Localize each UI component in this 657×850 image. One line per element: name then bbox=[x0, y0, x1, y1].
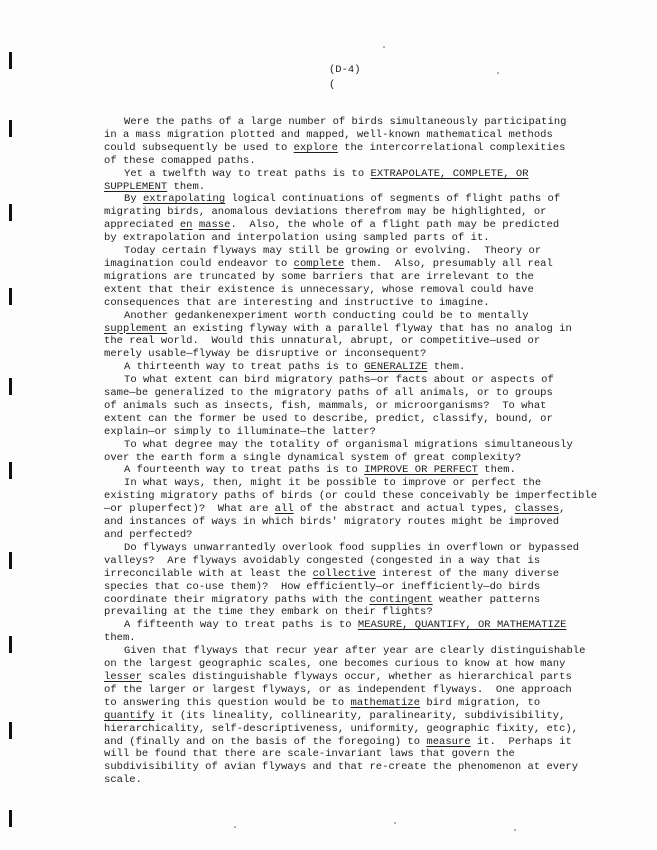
text-line bbox=[104, 193, 644, 206]
text-line bbox=[104, 606, 644, 619]
text-line bbox=[104, 452, 644, 465]
text-line bbox=[104, 413, 644, 426]
underlined-text: extrapolating bbox=[142, 193, 226, 206]
text-segment: of the abstract and actual types, bbox=[293, 503, 515, 516]
header-mark: ( bbox=[329, 79, 336, 91]
text-line bbox=[104, 426, 644, 439]
text-segment: merely usable—flyway be disruptive or inconsequent? bbox=[104, 348, 427, 361]
text-line bbox=[104, 581, 644, 594]
binding-mark bbox=[9, 552, 12, 569]
text-line bbox=[104, 464, 644, 477]
text-segment: . Also, the whole of a flight path may be predicted bbox=[230, 219, 560, 232]
text-segment: , bbox=[559, 503, 566, 516]
text-line bbox=[104, 271, 644, 284]
text-segment: to answering this question would be to bbox=[104, 696, 351, 709]
text-line bbox=[104, 684, 644, 697]
text-line bbox=[104, 594, 644, 607]
text-segment: weather patterns bbox=[432, 593, 541, 606]
text-line bbox=[104, 774, 644, 787]
text-segment: in a mass migration plotted and mapped, well-known mathematical methods bbox=[104, 128, 553, 141]
text-segment: To what extent can bird migratory paths—or facts about or aspects of bbox=[124, 374, 554, 387]
text-line bbox=[104, 632, 644, 645]
text-line bbox=[104, 245, 644, 258]
text-line bbox=[104, 490, 644, 503]
text-line bbox=[104, 310, 644, 323]
text-segment: bird migration, to bbox=[420, 696, 541, 709]
text-segment: scale. bbox=[104, 774, 142, 787]
scan-speck bbox=[394, 822, 396, 824]
text-line bbox=[104, 439, 644, 452]
text-line bbox=[104, 142, 644, 155]
text-line bbox=[104, 206, 644, 219]
text-segment: valleys? Are flyways avoidably congested (congested in a way that is bbox=[104, 554, 541, 567]
text-segment: consequences that are interesting and instructive to imagine. bbox=[104, 296, 490, 309]
text-segment: irreconcilable with at least the bbox=[104, 567, 313, 580]
text-line bbox=[104, 555, 644, 568]
underlined-text: all bbox=[274, 503, 294, 516]
text-segment: them. bbox=[167, 180, 206, 193]
underlined-text: measure bbox=[426, 735, 471, 748]
text-line bbox=[104, 710, 644, 723]
text-segment: them. bbox=[477, 464, 516, 477]
text-line bbox=[104, 400, 644, 413]
binding-mark bbox=[9, 120, 12, 137]
text-segment: same—be generalized to the migratory paths of all animals, or to groups bbox=[104, 387, 553, 400]
text-line bbox=[104, 155, 644, 168]
text-segment: migrations are truncated by some barriers that are irrelevant to the bbox=[104, 270, 534, 283]
text-line bbox=[104, 116, 644, 129]
text-segment: —or pluperfect)? What are bbox=[104, 503, 275, 516]
text-segment: A fourteenth way to treat paths is to bbox=[124, 464, 365, 477]
text-segment: Given that flyways that recur year after year are clearly distinguishable bbox=[124, 645, 586, 658]
text-segment: By bbox=[124, 193, 143, 206]
text-segment: and perfected? bbox=[104, 529, 193, 541]
text-line bbox=[104, 168, 644, 181]
binding-mark bbox=[9, 288, 12, 305]
page-number: (D-4) bbox=[329, 64, 361, 76]
text-line bbox=[104, 374, 644, 387]
underlined-text: mathematize bbox=[350, 696, 421, 709]
text-segment: it (its lineality, collinearity, paralinearity, subdivisibility, bbox=[154, 709, 566, 722]
scan-speck bbox=[514, 829, 516, 831]
text-segment: Were the paths of a large number of birds simultaneously participating bbox=[124, 116, 567, 128]
binding-mark bbox=[9, 810, 12, 827]
underlined-text: EXTRAPOLATE, COMPLETE, OR bbox=[370, 167, 529, 180]
text-line bbox=[104, 387, 644, 400]
text-line bbox=[104, 529, 644, 542]
text-segment: extent that their existence is unnecessary, whose removal could have bbox=[104, 283, 534, 296]
underlined-text: collective bbox=[312, 567, 376, 580]
text-segment: Today certain flyways may still be growing or evolving. Theory or bbox=[124, 245, 542, 258]
text-segment: it. Perhaps it bbox=[470, 735, 572, 748]
underlined-text: supplement bbox=[104, 322, 168, 335]
text-line bbox=[104, 619, 644, 632]
underlined-text: masse bbox=[198, 219, 231, 232]
underlined-text: classes bbox=[514, 503, 560, 516]
text-line bbox=[104, 335, 644, 348]
text-segment: A thirteenth way to treat paths is to bbox=[124, 361, 365, 374]
text-segment: appreciated bbox=[104, 219, 180, 232]
binding-mark bbox=[9, 52, 12, 69]
text-segment: and (finally and on the basis of the foregoing) to bbox=[104, 735, 427, 748]
text-segment: will be found that there are scale-invariant laws that govern the bbox=[104, 748, 515, 761]
text-line bbox=[104, 516, 644, 529]
text-segment: A fifteenth way to treat paths is to bbox=[124, 619, 358, 632]
text-line bbox=[104, 671, 644, 684]
text-line bbox=[104, 748, 644, 761]
text-segment: prevailing at the time they embark on their flights? bbox=[104, 606, 433, 619]
text-line bbox=[104, 761, 644, 774]
text-line bbox=[104, 232, 644, 245]
text-line bbox=[104, 129, 644, 142]
text-segment: logical continuations of segments of flight paths of bbox=[225, 193, 561, 206]
body-text bbox=[104, 116, 644, 787]
text-line bbox=[104, 736, 644, 749]
binding-mark bbox=[9, 636, 12, 653]
text-segment: migrating birds, anomalous deviations therefrom may be highlighted, or bbox=[104, 206, 547, 219]
underlined-text: explore bbox=[293, 141, 338, 154]
binding-mark bbox=[9, 722, 12, 739]
text-segment: by extrapolation and interpolation using sampled parts of it. bbox=[104, 232, 490, 245]
text-segment: and instances of ways in which birds' migratory routes might be improved bbox=[104, 516, 560, 529]
scan-speck bbox=[497, 72, 499, 74]
text-segment: them. bbox=[104, 632, 136, 645]
underlined-text: IMPROVE OR PERFECT bbox=[364, 464, 478, 477]
text-line bbox=[104, 284, 644, 297]
text-line bbox=[104, 568, 644, 581]
text-segment: extent can the former be used to describe, predict, classify, bound, or bbox=[104, 412, 553, 425]
text-line bbox=[104, 219, 644, 232]
text-segment: In what ways, then, might it be possible to improve or perfect the bbox=[124, 477, 542, 490]
underlined-text: lesser bbox=[104, 670, 142, 683]
text-segment: subdivisibility of avian flyways and that re-create the phenomenon at every bbox=[104, 761, 579, 774]
text-line bbox=[104, 542, 644, 555]
text-segment: of these comapped paths. bbox=[104, 154, 256, 167]
text-line bbox=[104, 645, 644, 658]
text-segment: them. Also, presumably all real bbox=[344, 257, 553, 270]
text-line bbox=[104, 697, 644, 710]
underlined-text: MEASURE, QUANTIFY, OR MATHEMATIZE bbox=[357, 619, 567, 632]
binding-mark bbox=[9, 204, 12, 221]
binding-mark bbox=[9, 462, 12, 479]
text-segment: over the earth form a single dynamical system of great complexity? bbox=[104, 451, 522, 464]
scan-speck bbox=[234, 826, 236, 828]
text-segment: could subsequently be used to bbox=[104, 141, 294, 154]
text-segment: them. bbox=[427, 361, 466, 374]
text-segment: Do flyways unwarrantedly overlook food supplies in overflown or bypassed bbox=[124, 541, 580, 554]
text-segment: an existing flyway with a parallel flyway that has no analog in bbox=[167, 322, 572, 335]
underlined-text: complete bbox=[293, 257, 345, 270]
text-line bbox=[104, 297, 644, 310]
text-segment: the real world. Would this unnatural, abrupt, or competitive—used or bbox=[104, 335, 541, 348]
text-segment: the intercorrelational complexities bbox=[337, 141, 566, 154]
text-segment: To what degree may the totality of organismal migrations simultaneously bbox=[124, 438, 573, 451]
text-segment: species that co-use them)? How efficiently—or inefficiently—do birds bbox=[104, 580, 541, 593]
text-line bbox=[104, 323, 644, 336]
text-line bbox=[104, 503, 644, 516]
underlined-text: en bbox=[179, 219, 193, 232]
binding-mark bbox=[9, 378, 12, 395]
text-segment: hierarchicality, self-descriptiveness, uniformity, geographic fixity, etc), bbox=[104, 722, 579, 735]
text-segment: imagination could endeavor to bbox=[104, 257, 294, 270]
text-line bbox=[104, 181, 644, 194]
underlined-text: SUPPLEMENT bbox=[104, 180, 168, 193]
text-segment: Yet a twelfth way to treat paths is to bbox=[124, 167, 371, 180]
text-segment: coordinate their migratory paths with the bbox=[104, 593, 370, 606]
text-segment: of animals such as insects, fish, mammals, or microorganisms? To what bbox=[104, 399, 547, 412]
text-segment: Another gedankenexperiment worth conducting could be to mentally bbox=[124, 309, 529, 322]
text-line bbox=[104, 258, 644, 271]
text-line bbox=[104, 477, 644, 490]
text-line bbox=[104, 361, 644, 374]
text-segment: explain—or simply to illuminate—the latter? bbox=[104, 425, 376, 438]
text-segment: existing migratory paths of birds (or could these conceivably be imperfectible bbox=[104, 490, 598, 503]
underlined-text: GENERALIZE bbox=[364, 361, 428, 374]
text-segment: on the largest geographic scales, one becomes curious to know at how many bbox=[104, 658, 566, 671]
scan-speck bbox=[383, 46, 385, 48]
text-segment: scales distinguishable flyways occur, whether as hierarchical parts bbox=[141, 670, 572, 683]
text-segment: of the larger or largest flyways, or as independent flyways. One approach bbox=[104, 683, 572, 696]
text-segment: interest of the many diverse bbox=[375, 567, 560, 580]
underlined-text: quantify bbox=[104, 709, 155, 722]
text-line bbox=[104, 348, 644, 361]
text-line bbox=[104, 723, 644, 736]
underlined-text: contingent bbox=[369, 593, 433, 606]
text-line bbox=[104, 658, 644, 671]
